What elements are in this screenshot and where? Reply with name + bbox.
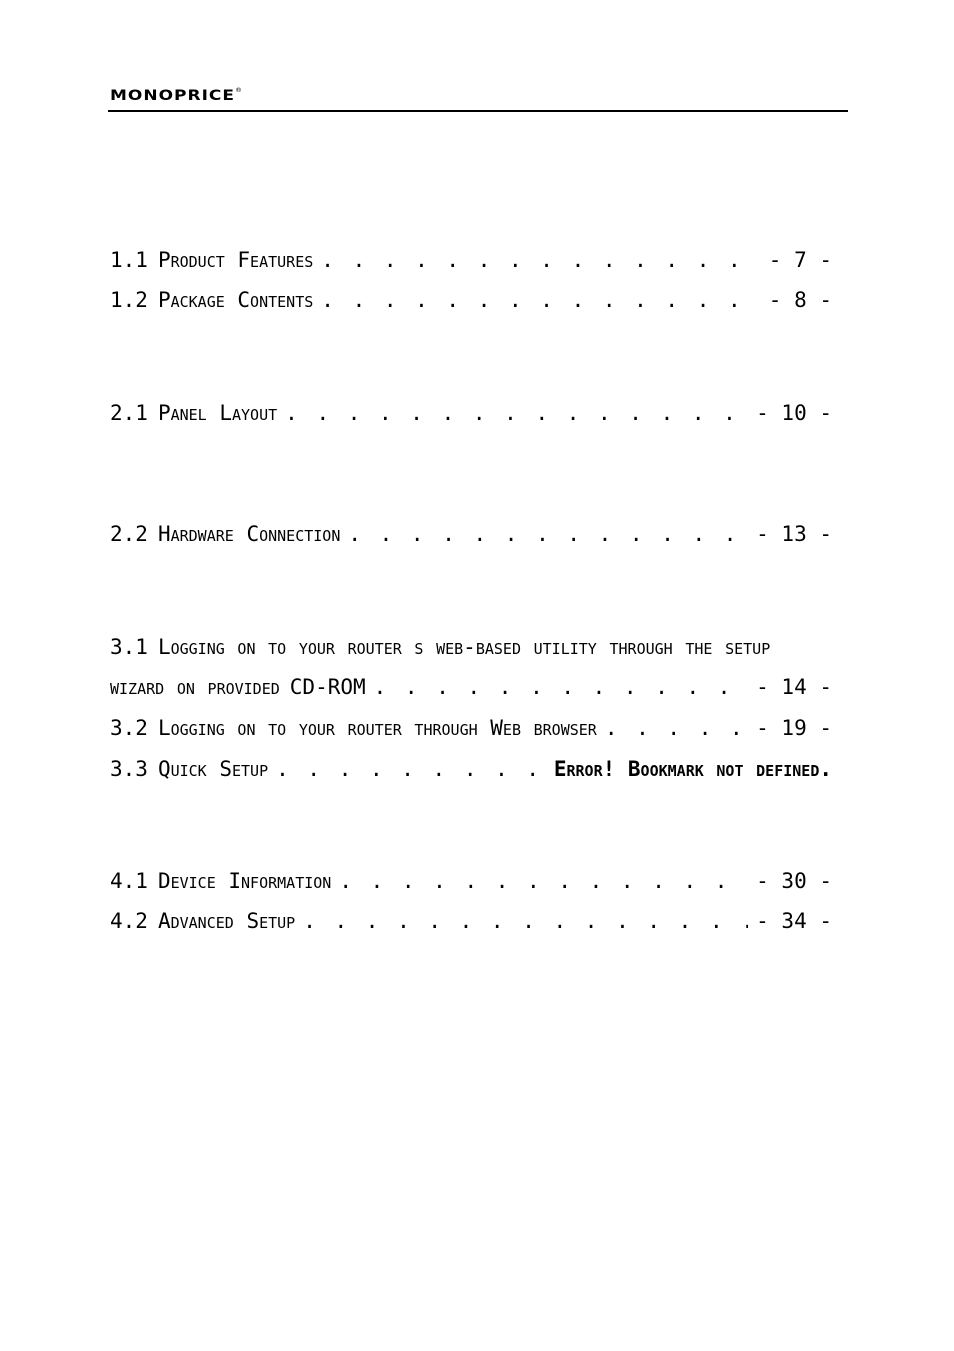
toc-number: 3.1 xyxy=(110,635,148,659)
toc-title: Panel Layout xyxy=(157,401,278,425)
toc-title-cdrom: CD-ROM xyxy=(289,675,366,699)
toc-number: 1.2 xyxy=(110,288,148,312)
registered-mark: ® xyxy=(235,87,244,94)
toc-leader xyxy=(321,247,761,273)
toc-number: 3.2 xyxy=(110,716,148,740)
toc-entry-3-3[interactable] xyxy=(110,756,832,782)
toc-entry-3-2[interactable] xyxy=(110,715,832,741)
toc-leader xyxy=(303,908,748,934)
toc-title: Logging on to your router s web-based utility through the setup xyxy=(157,635,771,659)
toc-number: 2.1 xyxy=(110,401,148,425)
toc-leader xyxy=(605,715,748,741)
toc-entry-2-1[interactable] xyxy=(110,400,832,426)
toc-title: Quick Setup xyxy=(157,757,269,781)
toc-leader xyxy=(321,287,761,313)
toc-page: - 14 - xyxy=(756,675,832,699)
toc-leader xyxy=(374,674,749,700)
toc-number: 2.2 xyxy=(110,522,148,546)
toc-entry-1-1[interactable] xyxy=(110,247,832,273)
toc-page: - 19 - xyxy=(756,716,832,740)
toc-page: - 7 - xyxy=(768,248,832,272)
toc-title: Package Contents xyxy=(157,288,314,312)
toc-bookmark-error: Error! Bookmark not defined. xyxy=(553,757,832,781)
toc-page: - 13 - xyxy=(756,522,832,546)
toc-title: wizard on provided xyxy=(110,675,280,699)
toc-page: - 8 - xyxy=(768,288,832,312)
toc-leader xyxy=(339,868,748,894)
toc-page: - 34 - xyxy=(756,909,832,933)
toc-number: 1.1 xyxy=(110,248,148,272)
toc-leader xyxy=(348,521,748,547)
toc-entry-3-1-continued[interactable] xyxy=(110,674,832,700)
toc-leader xyxy=(276,756,546,782)
toc-leader xyxy=(285,400,748,426)
page-header xyxy=(108,84,848,112)
toc-entry-4-1[interactable] xyxy=(110,868,832,894)
toc-number: 4.1 xyxy=(110,869,148,893)
toc-entry-3-1[interactable] xyxy=(110,634,832,660)
toc-entry-2-2[interactable] xyxy=(110,521,832,547)
toc-page: - 10 - xyxy=(756,401,832,425)
toc-title: Product Features xyxy=(157,248,314,272)
toc-entry-4-2[interactable] xyxy=(110,908,832,934)
toc-title: Hardware Connection xyxy=(157,522,341,546)
toc-page: - 30 - xyxy=(756,869,832,893)
toc-number: 4.2 xyxy=(110,909,148,933)
monoprice-logo xyxy=(110,87,243,104)
toc-number: 3.3 xyxy=(110,757,148,781)
toc-title: Advanced Setup xyxy=(157,909,296,933)
toc-entry-1-2[interactable] xyxy=(110,287,832,313)
toc-title: Device Information xyxy=(157,869,332,893)
brand-name: MONOPRICE xyxy=(110,87,236,104)
toc-title: Logging on to your router through Web browser xyxy=(157,716,597,740)
